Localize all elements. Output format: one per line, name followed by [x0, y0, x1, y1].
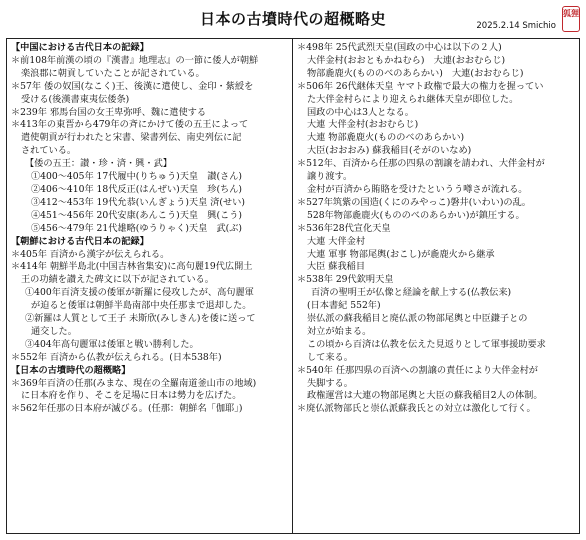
text-line: 通交した。	[31, 325, 77, 337]
text-line: (日本書紀 552年)	[307, 300, 381, 312]
text-line: 【倭の五王：讃・珍・済・興・武】	[25, 158, 172, 170]
text-line: 楽浪郡に朝貢していたことが記されている。	[21, 67, 205, 79]
text-line: ＊527年筑紫の国造(くにのみやっこ)磐井(いわい)の乱。	[297, 196, 531, 208]
text-line: ＊405年 百済から漢字が伝えられる。	[11, 248, 170, 260]
text-line: た大伴金村らにより迎えられ継体天皇が即位した。	[307, 93, 519, 105]
text-line: ②新羅は人質として王子 未斯欣(みしきん)を倭に送って	[25, 313, 256, 325]
text-line: この頃から百済は仏教を伝えた見返りとして軍事援助要求	[307, 338, 546, 350]
right-column	[293, 39, 579, 533]
text-line: して来る。	[307, 351, 353, 363]
text-line: ②406～410年 18代反正(はんぜい)天皇 珍(ちん)	[31, 183, 243, 195]
text-line: ③404年高句麗軍は倭軍と戦い勝利した。	[25, 338, 199, 350]
text-line: 大連 物部麁鹿火(もののべのあらかい)	[307, 132, 465, 144]
date-author: 2025.2.14 Smichio	[476, 21, 556, 31]
header	[0, 0, 586, 38]
text-line: 金村が百済から賄賂を受けたというう噂さが流れる。	[307, 183, 528, 195]
text-line: に日本府を作り、そこを足場に日本は勢力を広げた。	[21, 390, 242, 402]
text-line: 政権運営は大連の物部尾輿と大臣の蘇我稲目2人の体制。	[307, 390, 543, 402]
text-line: 大連 大伴金村(おおむらじ)	[307, 119, 419, 131]
text-line: ＊414年 朝鮮半島北(中国吉林省集安)に高句麗19代広開土	[11, 261, 253, 273]
text-line: ＊239年 邪馬台国の女王卑弥呼、魏に遣使する	[11, 106, 207, 118]
text-line: ③412～453年 19代允恭(いんぎょう)天皇 済(せい)	[31, 196, 245, 208]
section-heading: 【朝鮮における古代日本の記録】	[11, 235, 149, 247]
text-line: が迫ると倭軍は朝鮮半島南部中央任那まで退却した。	[31, 300, 252, 312]
text-line: ＊前108年前漢の頃の『漢書』地理志』の一節に倭人が朝鮮	[11, 54, 259, 66]
text-line: 大臣 蘇我稲目	[307, 261, 366, 273]
text-line: 失脚する。	[307, 377, 353, 389]
text-line: 大伴金村(おおともかねむら) 大連(おおむらじ)	[307, 54, 506, 66]
text-line: ＊369年百済の任那(みまな、現在の全羅南道釜山市の地域)	[11, 377, 257, 389]
text-line: ＊538年 29代欽明天皇	[297, 274, 394, 286]
content-frame	[6, 38, 580, 534]
text-line: ①400～405年 17代履中(りちゅう)天皇 讃(さん)	[31, 171, 243, 183]
text-line: ＊57年 倭の奴国(なこく)王、後漢に遣使し、金印・紫綬を	[11, 80, 254, 92]
text-line: ⑤456～479年 21代雄略(ゆうりゃく)天皇 武(ぶ)	[31, 222, 243, 234]
text-line: ①400年百済支援の倭軍が新羅に侵攻したが、高句麗軍	[25, 287, 254, 299]
text-line: 国政の中心は3人となる。	[307, 106, 414, 118]
text-line: 受ける(後漢書東夷伝倭条)	[21, 93, 130, 105]
text-line: 王の功績を讃えた碑文に以下が記されている。	[21, 274, 214, 286]
text-line: ＊552年 百済から仏教が伝えられる。(日本538年)	[11, 351, 222, 363]
text-line: 528年物部麁鹿火(もののべのあらかい)が鎮圧する。	[307, 209, 525, 221]
text-line: ＊506年 26代継体天皇 ヤマト政権で最大の権力を握ってい	[297, 80, 544, 92]
text-line: ＊536年28代宣化天皇	[297, 222, 391, 234]
left-column	[7, 39, 293, 533]
text-line: 大臣(おおおみ) 蘇我稲目(そがのいなめ)	[307, 145, 472, 157]
text-line: ＊512年、百済から任那の四県の割譲を請われ、大伴金村が	[297, 158, 545, 170]
text-line: 崇仏派の蘇我稲目と廃仏派の物部尾輿と中臣鎌子との	[307, 313, 528, 325]
text-line: 大連 大伴金村	[307, 235, 366, 247]
text-line: 大連 軍事 物部尾輿(おこし)が麁鹿火から継承	[307, 248, 495, 260]
text-line: 百済の聖明王が仏像と経論を献上する(仏教伝来)	[311, 287, 512, 299]
text-line: ＊562年任那の日本府が滅びる。(任那：朝鮮名「伽耶」)	[11, 403, 243, 415]
text-line: ＊廃仏派物部氏と崇仏派蘇我氏との対立は激化して行く。	[297, 403, 536, 415]
text-line: 譲り渡す。	[307, 171, 353, 183]
section-heading: 【中国における古代日本の記録】	[11, 42, 149, 53]
text-line: されている。	[21, 145, 77, 157]
text-line: 対立が始まる。	[307, 325, 372, 337]
author-seal: 狐狸	[562, 6, 580, 32]
text-line: ＊540年 任那四県の百済への割譲の責任により大伴金村が	[297, 364, 538, 376]
section-heading: 【日本の古墳時代の超概略】	[11, 364, 131, 376]
text-line: 遣使朝貢が行われたと宋書、梁書列伝、南史列伝に記	[21, 132, 242, 144]
text-line: ④451～456年 20代安康(あんこう)天皇 興(こう)	[31, 209, 243, 221]
text-line: 物部麁鹿火(もののべのあらかい) 大連(おおむらじ)	[307, 67, 524, 79]
page-title: 日本の古墳時代の超概略史	[199, 10, 386, 28]
text-line: ＊413年の東晋から479年の斉にかけて倭の五王によって	[11, 119, 249, 131]
text-line: ＊498年 25代武烈天皇(国政の中心は以下の２人)	[297, 42, 502, 53]
